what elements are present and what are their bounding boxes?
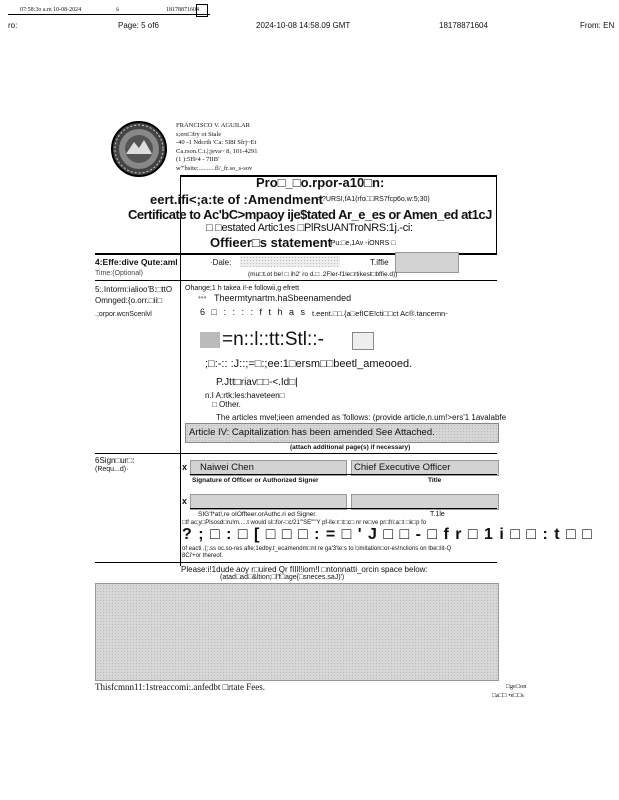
sig-caption: Signature of Officer or Authorized Signer	[192, 477, 319, 484]
title-line-3: Certificate to Ac'bC>mpaoy ije$tated Ar_e_es or Amen_ed at1cJ	[128, 207, 492, 222]
footer-text: Thisfcmnn11:1streaccomi:.anfedbt □rtate Fees.	[95, 682, 266, 692]
sec6-bottom-rule	[95, 562, 497, 563]
title-line-2: eert.ifi<;a:te of :Amendment	[150, 192, 323, 207]
sec6-label-2: (Requ...d)·	[95, 466, 129, 473]
fax-phone: 18178871604	[439, 21, 488, 30]
signer-title: Chief Executive Officer	[354, 462, 451, 473]
sec5-opt3: ;□:-:: :J::;=□:;ee:1□ersm□□beetl_ameooed.	[205, 358, 413, 370]
fax-mark: s	[116, 7, 119, 13]
title-line-5: Offieer□s statement	[210, 235, 333, 250]
sec4-date-label: ·Dale:	[210, 258, 232, 267]
sig-underline-1	[190, 474, 497, 475]
sec6-divider	[180, 454, 181, 566]
sec5-opt2: 6 □ : : : : f t h a s	[200, 307, 307, 317]
sig-underline-2	[190, 508, 497, 509]
title-line-5-note: *Pu:□e,1Av -iONRS □	[328, 240, 396, 247]
sec4-note: (mu□t.ot be! □ ih2' ro d.□ .2Fler-f1le□rtikest□bffie.d))	[248, 271, 398, 278]
footer-right-1: □ge□on	[506, 683, 527, 690]
please-include: Please:i!1dude aoy r□uired Qr fIIll!iom!l □ntonnatti_orcin space below:	[181, 565, 428, 574]
sec5-opt4: P.Jtt□riav□□-<.Id□|	[216, 377, 298, 388]
sec4-time-field-label: T.iffie	[370, 258, 389, 267]
title-line-1: Pro□_□o.rpor-a10□n:	[256, 175, 385, 190]
opt1-marker: •••	[198, 293, 207, 302]
sec5-label-3: .;orpor.wcnScenlvl	[95, 311, 152, 318]
state-seal-icon	[108, 120, 170, 178]
title-right-border	[496, 175, 497, 255]
sec6-garbled-big: ? ; □ : □ [ □ □ □ : = □ ' J □ □ - □ f r □ 1 i □ □ : t □ □	[182, 526, 593, 543]
fax-strip-rule	[8, 14, 210, 15]
additional-info-field[interactable]	[95, 583, 499, 681]
fax-strip-box	[196, 4, 208, 17]
sec5-opt1: Theermtynartm.haSbeenamended	[214, 293, 352, 303]
sec5-bottom-rule	[95, 453, 497, 454]
sec6-fine-3: 8Ci'+or thereof.	[182, 553, 224, 559]
office-line: FRANCISCO V. AGUILAR	[176, 122, 250, 129]
sec5-garbled-block	[200, 329, 374, 351]
title-line-4: □ □estated Artic1es □PlRsUANTroNRS:1j.-ci:	[206, 222, 413, 234]
sec5-divider	[180, 281, 181, 453]
sec5-opt5: n.I A:rtk:les:haveteen□	[205, 391, 285, 400]
sec4-divider	[180, 255, 181, 280]
checkbox-icon[interactable]	[352, 332, 374, 350]
sec5-intro: Ohange;1 h takea i!-e followii,g efrett	[185, 285, 300, 292]
footer-right-2: □a□□ •e□□s	[492, 692, 524, 699]
effective-date-field[interactable]	[240, 256, 340, 267]
sec4-label: 4:Effe:dive Qute:aml	[95, 257, 178, 267]
title-caption: Title	[428, 477, 442, 484]
effective-time-field[interactable]	[395, 252, 459, 273]
checkbox-icon[interactable]	[200, 332, 220, 348]
sec5-garbled-big: =n::l::tt:Stl::-	[222, 329, 324, 350]
fax-number: 18178871604	[166, 7, 199, 13]
title-caption-2: T.1le	[430, 511, 445, 518]
sec5-opt2b: t.eent.□□.{a□efICE!cti□□ct Ac®.tancemn-	[312, 309, 448, 318]
sec6-fine-1: □tf ac;y□Plsosd□ru!m.....t would sl□for-□c/21'"SE""'Y pf-lle:r□t□c□ nr re□ve pr□fri:a□t □k□p fo	[182, 520, 427, 526]
fax-page: Page: 5 of6	[118, 21, 159, 30]
please-sub: (atad□ad□&ltion;□l'f□age{□sneces.saJ)')	[220, 574, 345, 581]
signer-name: Naiwei Chen	[200, 462, 254, 473]
office-line: s;ere□fry ot Stale	[176, 130, 222, 138]
office-line: -40 -1 Ndcrth 'Ca: 5I8I Sfrj~Et	[176, 139, 257, 146]
fax-to: ro:	[8, 21, 18, 30]
sig-caption-2: SIG'f*at!,re oIOffteer.orAuthc.ri ed Signer.	[198, 511, 317, 518]
sec5-attach-note: (attach additional page(s) if necessary)	[290, 444, 411, 451]
sec5-amended-intro: The articles mvel;ieen amended as 'follows: (provide article,n.um!>ers'1 1avalabfe	[216, 413, 507, 422]
sec5-label: 5:.Intorm:ialioo'B:□ttO	[95, 285, 173, 294]
sec6-fine-2: of eacti .(;.ss oc.so-res afie;1edby.t_ecamendm□nt re ga'3'te:s to l;imitation□or-es!nclions on tbe□lit-Q	[182, 546, 452, 552]
fax-stamp: 07:58:3o a.m 10-08-2024	[20, 7, 82, 13]
sec4-bottom-rule	[95, 280, 497, 281]
sec6-label: 6Sign□ur□:	[95, 456, 135, 465]
sig-x-1: x	[182, 462, 188, 472]
office-line: w'"bsite:..........fl/_fr.so_s-sov	[176, 164, 253, 172]
fax-timestamp: 2024-10-08 14:58.09 GMT	[256, 21, 351, 30]
title-line-2-note: <.?URSI,fA1(rfo□□RS7fcp6o.w:5;30)	[316, 196, 430, 203]
office-line: (1 ):5I9/4 - 7IIB'	[176, 156, 220, 163]
sig-x-2: x	[182, 496, 188, 506]
sec4-time-label: Time:(Optional)	[95, 270, 143, 277]
office-line: Ca.rson.C.i.|;jeva~ 8, 101-4291	[176, 147, 258, 155]
fax-from: From: EN	[580, 21, 615, 30]
sec5-other: □ Other.	[212, 400, 241, 409]
office-address	[176, 122, 258, 173]
sec5-label-2: Omnged:{o.orr.□ii□	[95, 296, 163, 305]
sec5-article-text: Article IV: Capitalization has been amended See Attached.	[189, 427, 435, 438]
